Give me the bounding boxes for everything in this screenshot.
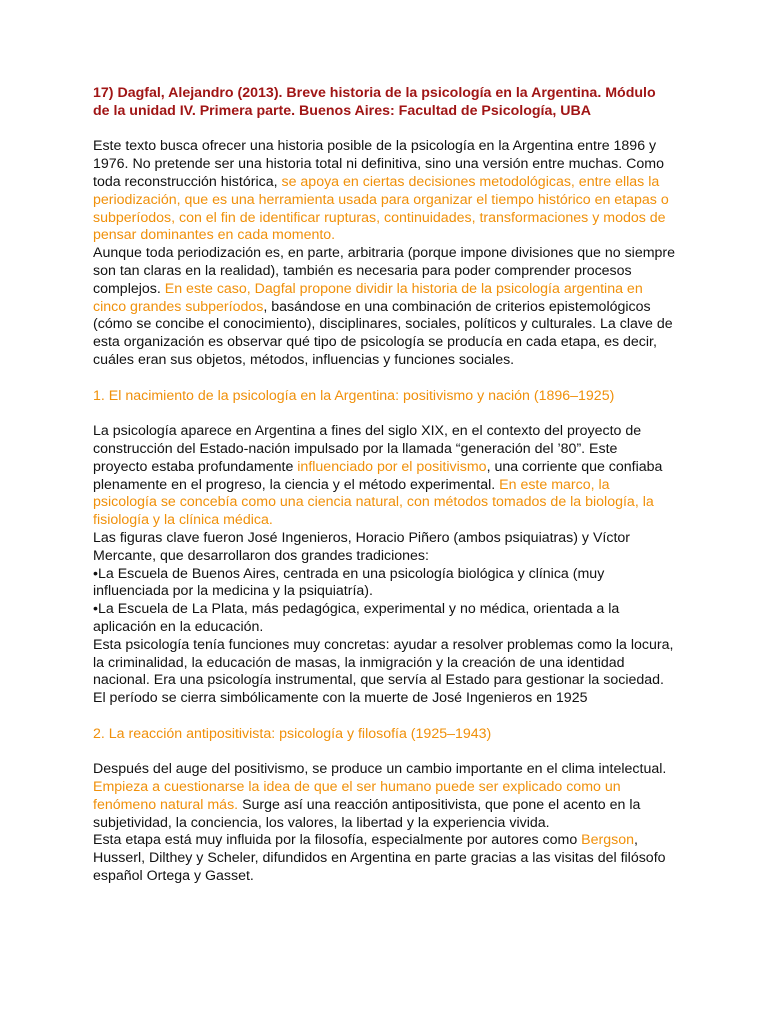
text-line <box>93 459 681 477</box>
text-line <box>93 637 681 655</box>
text-line <box>93 583 681 601</box>
text-line <box>93 192 681 210</box>
text-line <box>93 316 681 334</box>
text-line <box>93 299 681 317</box>
text-line <box>93 566 681 584</box>
spacer <box>93 405 681 423</box>
spacer <box>93 370 681 388</box>
text-line <box>93 494 681 512</box>
section-2-heading: 2. La reacción antipositivista: psicología y filosofía (1925–1943) <box>93 725 492 742</box>
text-line <box>93 352 681 370</box>
body-text: Esta psicología tenía funciones muy concretas: ayudar a resolver problemas como la locura, <box>93 636 674 653</box>
text-line <box>93 334 681 352</box>
text-line <box>93 672 681 690</box>
document-page <box>93 85 681 886</box>
body-text: influenciada por la medicina y la psiquiatría). <box>93 583 373 600</box>
body-text: Mercante, que desarrollaron dos grandes tradiciones: <box>93 547 429 564</box>
highlighted-text: periodización, que es una herramienta usada para organizar el tiempo histórico en etapas o <box>93 191 669 208</box>
text-line <box>93 832 681 850</box>
highlighted-text: psicología se concebía como una ciencia natural, con métodos tomados de la biología, la <box>93 494 654 511</box>
text-line <box>93 868 681 886</box>
section-1-heading: 1. El nacimiento de la psicología en la Argentina: positivismo y nación (1896–1925) <box>93 387 615 404</box>
spacer <box>93 121 681 139</box>
body-text: Surge así una reacción antipositivista, que pone el acento en la <box>238 796 641 813</box>
body-text: complejos. <box>93 280 165 297</box>
body-text: aplicación en la educación. <box>93 618 264 635</box>
text-line <box>93 512 681 530</box>
text-line <box>93 761 681 779</box>
text-line <box>93 156 681 174</box>
spacer <box>93 708 681 726</box>
body-text: plenamente en el progreso, la ciencia y el método experimental. <box>93 476 500 493</box>
highlighted-text: subperíodos, con el fin de identificar rupturas, continuidades, transformaciones y modos de <box>93 209 666 226</box>
text-line <box>93 655 681 673</box>
body-text: español Ortega y Gasset. <box>93 868 254 885</box>
highlighted-text: fenómeno natural más. <box>93 796 239 813</box>
body-text: son tan claras en la realidad), también es necesaria para poder comprender procesos <box>93 262 632 279</box>
document-title <box>93 85 681 121</box>
text-line <box>93 797 681 815</box>
text-line <box>93 210 681 228</box>
text-line <box>93 423 681 441</box>
text-line <box>93 601 681 619</box>
text-line <box>93 548 681 566</box>
body-text: Después del auge del positivismo, se produce un cambio importante en el clima intelectual. <box>93 761 667 778</box>
body-text: construcción del Estado-nación impulsado por la llamada “generación del ’80”. Este <box>93 440 618 457</box>
body-text: esta organización es observar qué tipo de psicología se producía en cada etapa, es decir, <box>93 334 657 351</box>
text-line <box>93 850 681 868</box>
body-text: nacional. Era una psicología instrumental, que servía al Estado para gestionar la sociedad. <box>93 672 664 689</box>
body-text: 1976. No pretende ser una historia total ni definitiva, sino una versión entre muchas. Como <box>93 156 664 173</box>
body-text: , basándose en una combinación de criterios epistemológicos <box>263 298 651 315</box>
title-line: 17) Dagfal, Alejandro (2013). Breve historia de la psicología en la Argentina. Módulo <box>93 85 656 101</box>
body-text: Las figuras clave fueron José Ingenieros, Horacio Piñero (ambos psiquiatras) y Víctor <box>93 529 631 546</box>
text-line <box>93 815 681 833</box>
text-line <box>93 281 681 299</box>
spacer <box>93 743 681 761</box>
highlighted-text: En este marco, la <box>499 476 610 493</box>
text-line <box>93 619 681 637</box>
body-text: La psicología aparece en Argentina a fines del siglo XIX, en el contexto del proyecto de <box>93 423 642 440</box>
section-1-body <box>93 423 681 708</box>
body-text: (cómo se concibe el conocimiento), disciplinares, sociales, políticos y culturales. La clave de <box>93 316 673 333</box>
text-line <box>93 477 681 495</box>
body-text: , <box>634 832 638 849</box>
body-text: Esta etapa está muy influida por la filosofía, especialmente por autores como <box>93 832 582 849</box>
highlighted-text: se apoya en ciertas decisiones metodológicas, entre ellas la <box>281 173 660 190</box>
highlighted-text: En este caso, Dagfal propone dividir la historia de la psicología argentina en <box>164 280 643 297</box>
highlighted-text: cinco grandes subperíodos <box>93 298 264 315</box>
body-text: Aunque toda periodización es, en parte, arbitraria (porque impone divisiones que no siempre <box>93 245 676 262</box>
text-line <box>93 227 681 245</box>
body-text: Este texto busca ofrecer una historia posible de la psicología en la Argentina entre 1896 y <box>93 138 657 155</box>
highlighted-text: influenciado por el positivismo <box>297 458 487 475</box>
body-text: •La Escuela de La Plata, más pedagógica, experimental y no médica, orientada a la <box>93 601 620 618</box>
body-text: •La Escuela de Buenos Aires, centrada en una psicología biológica y clínica (muy <box>93 565 605 582</box>
text-line <box>93 779 681 797</box>
text-line <box>93 138 681 156</box>
highlighted-text: pensar dominantes en cada momento. <box>93 227 336 244</box>
body-text: proyecto estaba profundamente <box>93 458 298 475</box>
body-text: Husserl, Dilthey y Scheler, difundidos en Argentina en parte gracias a las visitas del filósofo <box>93 850 666 867</box>
text-line <box>93 245 681 263</box>
intro-paragraph <box>93 138 681 369</box>
text-line <box>93 263 681 281</box>
body-text: subjetividad, la conciencia, los valores, la libertad y la experiencia vivida. <box>93 814 550 831</box>
highlighted-text: Empieza a cuestionarse la idea de que el ser humano puede ser explicado como un <box>93 779 621 796</box>
highlighted-text: Bergson <box>581 832 635 849</box>
text-line <box>93 441 681 459</box>
text-line <box>93 530 681 548</box>
body-text: El período se cierra simbólicamente con la muerte de José Ingenieros en 1925 <box>93 690 588 707</box>
text-line <box>93 690 681 708</box>
text-line <box>93 174 681 192</box>
body-text: toda reconstrucción histórica, <box>93 173 282 190</box>
body-text: , una corriente que confiaba <box>486 458 663 475</box>
highlighted-text: fisiología y la clínica médica. <box>93 512 273 529</box>
title-line: de la unidad IV. Primera parte. Buenos Aires: Facultad de Psicología, UBA <box>93 102 592 119</box>
body-text: la criminalidad, la educación de masas, la inmigración y la creación de una identidad <box>93 654 625 671</box>
section-2-body <box>93 761 681 886</box>
body-text: cuáles eran sus objetos, métodos, influencias y funciones sociales. <box>93 351 515 368</box>
